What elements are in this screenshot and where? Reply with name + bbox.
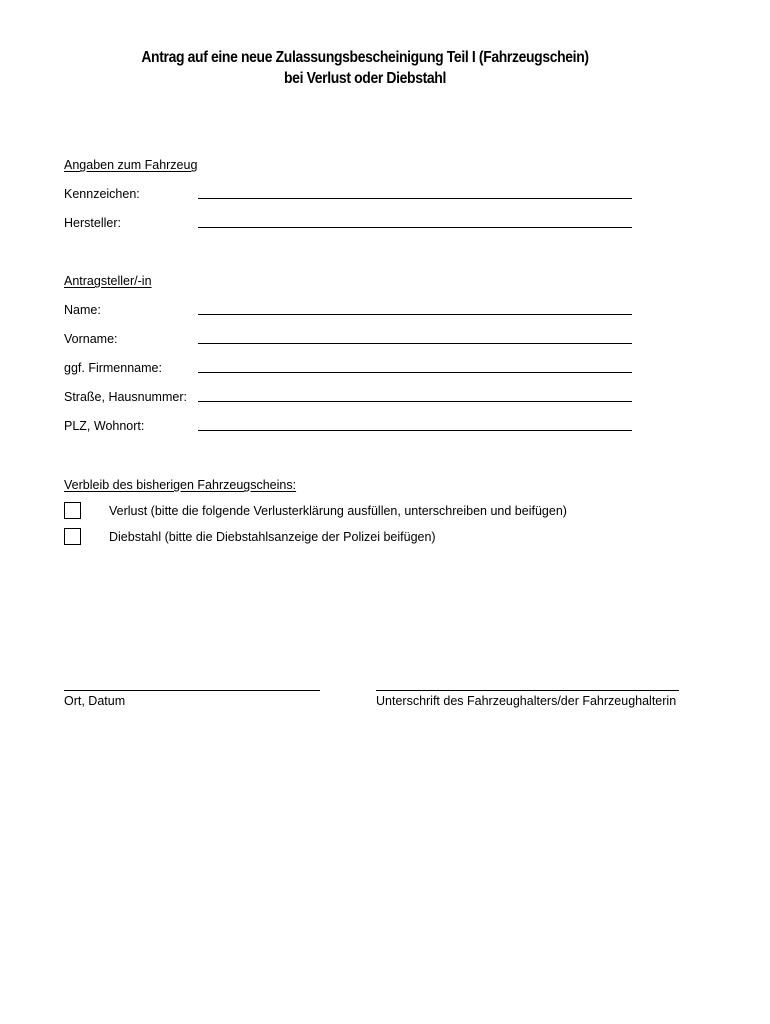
place-date-line[interactable] bbox=[64, 690, 320, 691]
street-row bbox=[0, 389, 770, 409]
signature-line[interactable] bbox=[376, 690, 679, 691]
first-name-label: Vorname: bbox=[64, 332, 118, 346]
first-name-row bbox=[0, 331, 770, 351]
theft-option-row bbox=[0, 528, 770, 548]
last-name-label: Name: bbox=[64, 303, 101, 317]
theft-option-label: Diebstahl (bitte die Diebstahlsanzeige der Polizei beifügen) bbox=[109, 530, 436, 544]
theft-checkbox[interactable] bbox=[64, 528, 81, 545]
loss-option-label: Verlust (bitte die folgende Verlusterklärung ausfüllen, unterschreiben und beifügen) bbox=[109, 504, 567, 518]
applicant-section-heading: Antragsteller/-in bbox=[64, 274, 152, 288]
street-label: Straße, Hausnummer: bbox=[64, 390, 187, 404]
license-plate-label: Kennzeichen: bbox=[64, 187, 140, 201]
vehicle-section-heading: Angaben zum Fahrzeug bbox=[64, 158, 198, 172]
last-name-row bbox=[0, 302, 770, 322]
manufacturer-row bbox=[0, 215, 770, 235]
last-name-field[interactable] bbox=[198, 314, 632, 315]
loss-option-row bbox=[0, 502, 770, 522]
manufacturer-label: Hersteller: bbox=[64, 216, 121, 230]
loss-checkbox[interactable] bbox=[64, 502, 81, 519]
license-plate-row bbox=[0, 186, 770, 206]
place-date-label: Ort, Datum bbox=[64, 694, 126, 708]
license-plate-field[interactable] bbox=[198, 198, 632, 199]
zip-city-row bbox=[0, 418, 770, 438]
signature-label: Unterschrift des Fahrzeughalters/der Fahrzeughalterin bbox=[376, 694, 677, 708]
whereabouts-section-heading: Verbleib des bisherigen Fahrzeugscheins: bbox=[64, 478, 297, 492]
company-name-field[interactable] bbox=[198, 372, 632, 373]
manufacturer-field[interactable] bbox=[198, 227, 632, 228]
zip-city-label: PLZ, Wohnort: bbox=[64, 419, 145, 433]
company-name-row bbox=[0, 360, 770, 380]
company-name-label: ggf. Firmenname: bbox=[64, 361, 162, 375]
form-title-line-2: bei Verlust oder Diebstahl bbox=[284, 70, 446, 87]
zip-city-field[interactable] bbox=[198, 430, 632, 431]
street-field[interactable] bbox=[198, 401, 632, 402]
form-title-line-1: Antrag auf eine neue Zulassungsbescheinigung Teil I (Fahrzeugschein) bbox=[141, 49, 589, 66]
first-name-field[interactable] bbox=[198, 343, 632, 344]
